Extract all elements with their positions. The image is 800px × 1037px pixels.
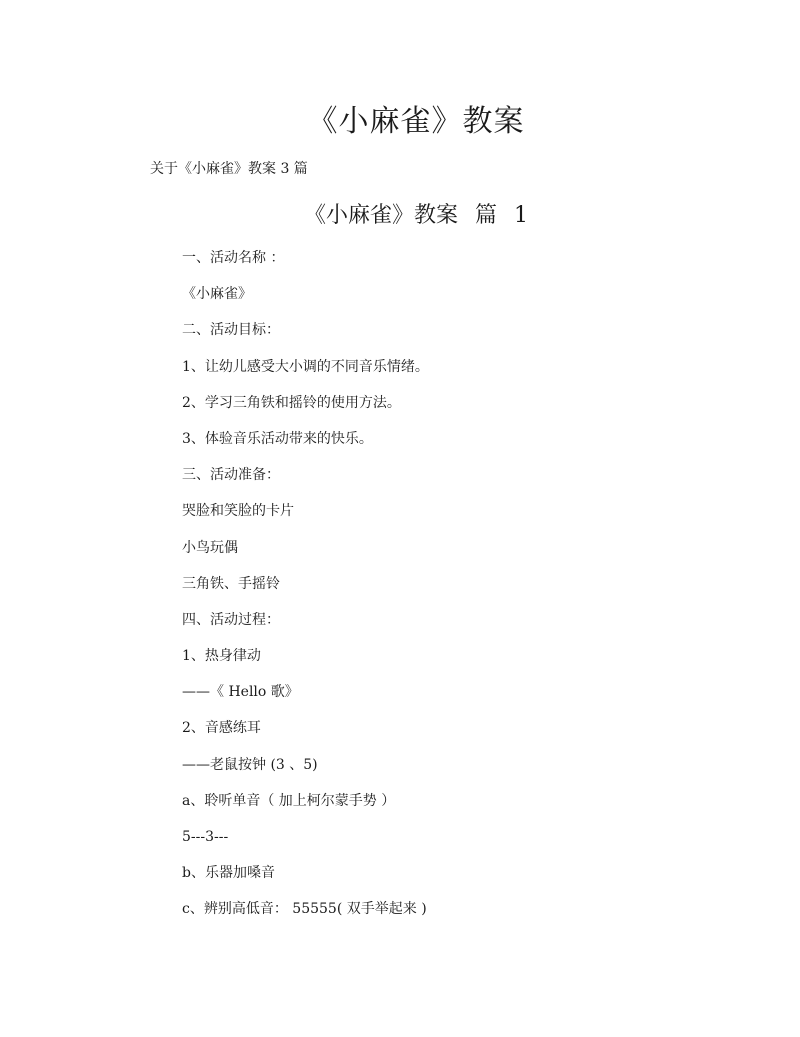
- body-line: 三角铁、手摇铃: [182, 575, 280, 592]
- body-line: ——《 Hello 歌》: [182, 684, 299, 701]
- body-line: 《小麻雀》: [182, 286, 252, 303]
- body-line: 三、活动准备：: [182, 467, 280, 484]
- body-line: 1、热身律动: [182, 648, 261, 665]
- document-subtitle: 关于《小麻雀》教案 3 篇: [150, 161, 308, 177]
- body-line: 5---3---: [182, 829, 229, 845]
- section-heading: 《小麻雀》教案 篇 1: [304, 203, 528, 228]
- body-line: 二、活动目标：: [182, 322, 280, 339]
- body-line: c、辨别高低音： 55555( 双手举起来 ): [182, 901, 427, 918]
- body-line: 哭脸和笑脸的卡片: [182, 503, 294, 520]
- body-line: 2、音感练耳: [182, 720, 261, 737]
- body-line: 2、学习三角铁和摇铃的使用方法。: [182, 394, 401, 411]
- body-line: 3、体验音乐活动带来的快乐。: [182, 430, 373, 447]
- body-line: 1、让幼儿感受大小调的不同音乐情绪。: [182, 358, 429, 375]
- body-line: b、乐器加嗓音: [182, 865, 275, 882]
- document-title: 《小麻雀》教案: [307, 104, 525, 139]
- body-line: a、聆听单音（ 加上柯尔蒙手势 ）: [182, 792, 396, 809]
- body-line: 一、活动名称 ：: [182, 250, 285, 266]
- body-line: ——老鼠按钟 (3 、5): [182, 756, 318, 773]
- body-line: 小鸟玩偶: [182, 539, 238, 556]
- body-text: [182, 248, 429, 936]
- body-line: 四、活动过程：: [182, 611, 280, 628]
